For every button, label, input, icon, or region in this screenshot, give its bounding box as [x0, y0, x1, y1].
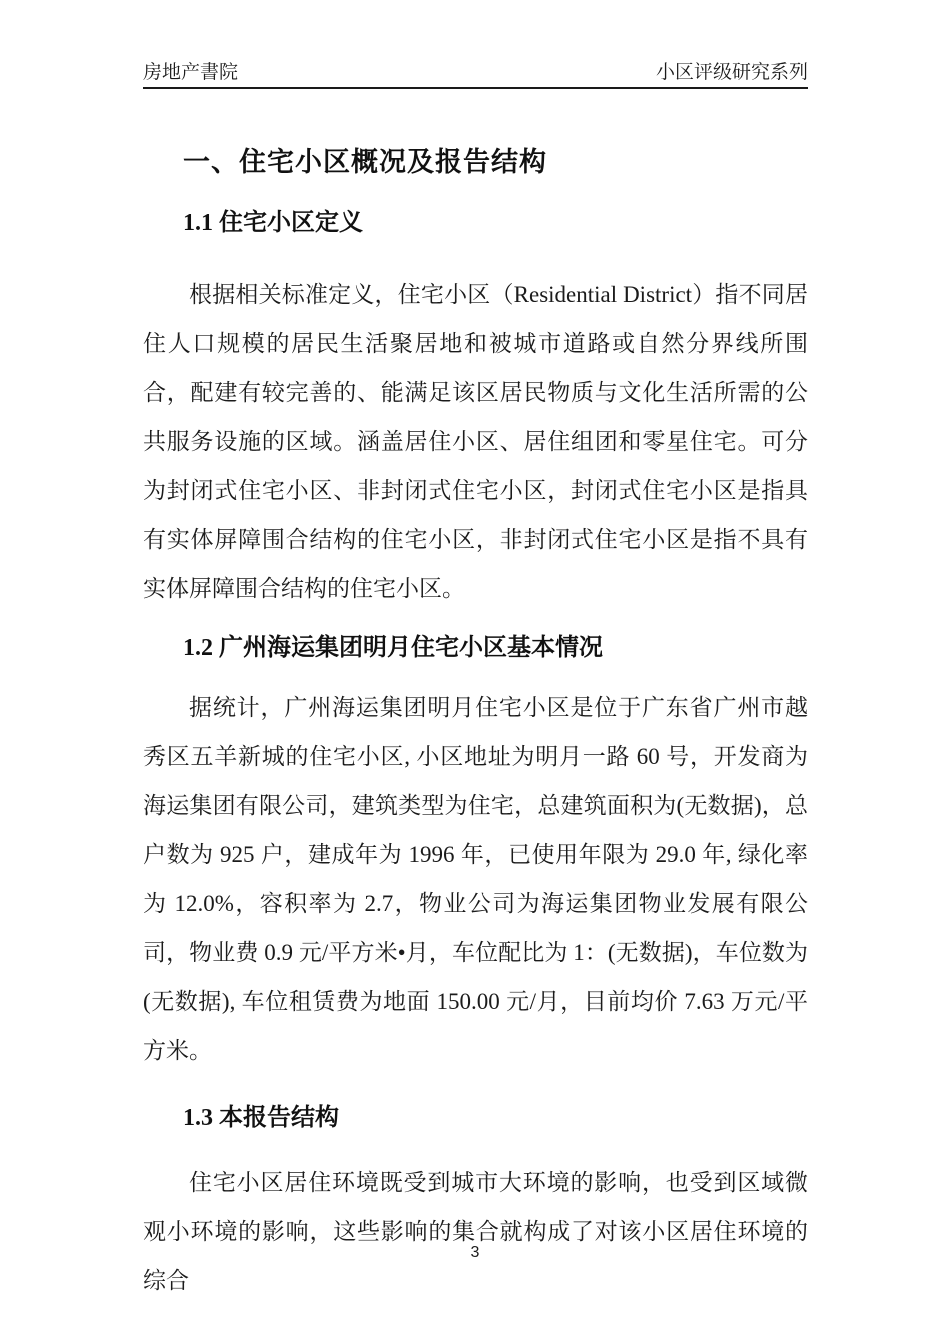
section-paragraph-1-3: 住宅小区居住环境既受到城市大环境的影响，也受到区域微观小环境的影响，这些影响的集合就构成了对该小区居住环境的综合 — [143, 1170, 808, 1293]
section-heading-1-1: 1.1 住宅小区定义 — [183, 210, 363, 236]
page-header — [143, 0, 808, 89]
header-right-text: 小区评级研究系列 — [655, 62, 808, 83]
section-heading-1-2: 1.2 广州海运集团明月住宅小区基本情况 — [183, 635, 603, 661]
page-footer — [0, 1244, 950, 1262]
page-header-row — [143, 62, 808, 87]
chapter-title: 一、住宅小区概况及报告结构 — [183, 147, 547, 177]
section-paragraph-1-1: 根据相关标准定义，住宅小区（Residential District）指不同居住人口规模的居民生活聚居地和被城市道路或自然分界线所围合，配建有较完善的、能满足该区居民物质与文化生活所需的公共服务设施的区域。涵盖居住小区、居住组团和零星住宅。可分为封闭式住宅小区、非封闭式住宅小区，封闭式住宅小区是指具有实体屏障围合结构的住宅小区，非封闭式住宅小区是指不具有实体屏障围合结构的住宅小区。 — [143, 282, 808, 601]
header-left-text: 房地产書院 — [143, 62, 239, 83]
page-number: 3 — [470, 1244, 480, 1261]
section-heading-1-3: 1.3 本报告结构 — [183, 1105, 339, 1131]
section-paragraph-1-2: 据统计，广州海运集团明月住宅小区是位于广东省广州市越秀区五羊新城的住宅小区, 小区地址为明月一路 60 号，开发商为海运集团有限公司，建筑类型为住宅，总建筑面积为(无数据)，总户数为 925 户，建成年为 1996 年，已使用年限为 29.0 年, 绿化率为 12.0%，容积率为 2.7，物业公司为海运集团物业发展有限公司，物业费 0.9 元/平方米•月，车位配比为 1：(无数据)，车位数为(无数据), 车位租赁费为地面 150.00 元/月，目前均价 7.63 万元/平方米。 — [143, 695, 808, 1063]
document-body — [143, 90, 808, 1305]
header-divider — [143, 87, 808, 89]
